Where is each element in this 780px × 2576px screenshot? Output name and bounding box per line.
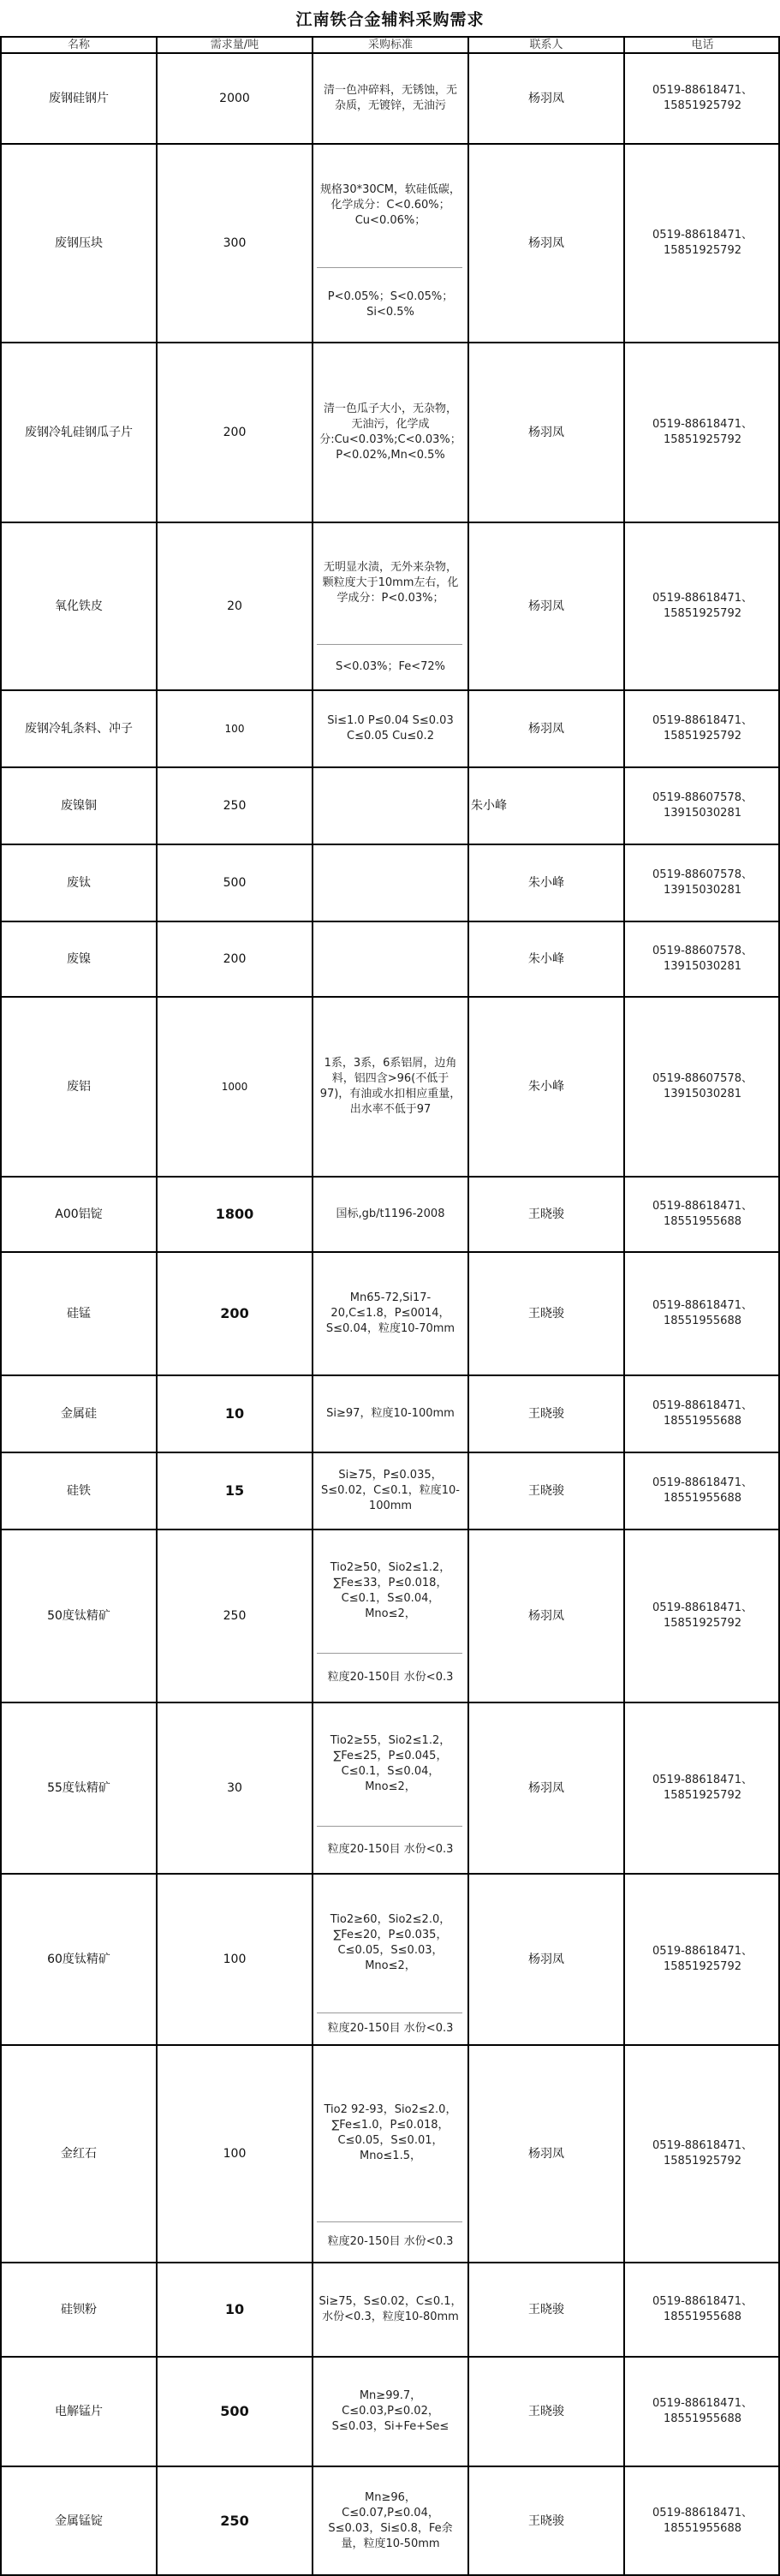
row-name: 55度钛精矿 — [47, 1781, 110, 1795]
standard-split-line — [317, 1826, 462, 1827]
header-qty: 需求量/吨 — [210, 39, 259, 51]
row-name: 硅铁 — [67, 1484, 91, 1498]
row-name: 废钢压块 — [55, 236, 103, 250]
row-contact: 杨羽凤 — [528, 2147, 564, 2161]
row-phone: 0519-88607578、13915030281 — [652, 791, 753, 820]
row-name: 废钛 — [67, 876, 91, 890]
row-contact: 王晓骏 — [528, 1208, 564, 1221]
header-contact: 联系人 — [529, 39, 563, 51]
row-phone: 0519-88618471、15851925792 — [652, 418, 753, 446]
row-phone: 0519-88618471、18551955688 — [652, 2397, 753, 2425]
row-standard: Si≥97，粒度10-100mm — [326, 1407, 455, 1420]
row-name: 废钢冷轧硅钢瓜子片 — [25, 426, 133, 439]
row-name: 50度钛精矿 — [47, 1609, 110, 1623]
row-quantity: 250 — [223, 799, 247, 813]
row-phone: 0519-88618471、15851925792 — [652, 1601, 753, 1630]
row-quantity: 100 — [223, 2147, 247, 2161]
row-standard: 国标,gb/t1196-2008 — [336, 1208, 445, 1220]
row-standard: Mn≥99.7，C≤0.03,P≤0.02，S≤0.03，Si+Fe+Se≤ — [331, 2389, 450, 2433]
column-divider — [0, 38, 2, 2575]
row-standard: Tio2≥50，Sio2≤1.2，∑Fe≤33，P≤0.018，C≤0.1，S≤0.04，Mno≤2， — [330, 1561, 451, 1620]
row-quantity: 200 — [223, 952, 247, 966]
header-name: 名称 — [67, 39, 90, 51]
row-contact: 杨羽凤 — [528, 426, 564, 439]
row-contact: 朱小峰 — [528, 876, 564, 890]
row-contact: 杨羽凤 — [528, 722, 564, 736]
row-quantity: 20 — [227, 599, 242, 613]
row-contact: 朱小峰 — [471, 799, 507, 813]
row-quantity: 10 — [224, 2301, 245, 2317]
row-phone: 0519-88618471、15851925792 — [652, 229, 753, 257]
row-phone: 0519-88607578、13915030281 — [652, 945, 753, 973]
standard-split-line — [317, 644, 462, 645]
row-standard: 1系，3系，6系铝屑，边角料，铝四含>96(不低于97)，有油或水扣相应重量，出水率不低于97 — [319, 1057, 461, 1116]
row-standard-empty — [313, 921, 467, 997]
row-phone: 0519-88618471、15851925792 — [652, 592, 753, 620]
row-phone: 0519-88618471、15851925792 — [652, 714, 753, 742]
row-quantity: 1000 — [221, 1081, 248, 1093]
row-name: 金属硅 — [61, 1407, 97, 1421]
row-standard: 规格30*30CM，软硅低碳，化学成分：C<0.60%；Cu<0.06%； — [320, 183, 461, 227]
row-standard: Tio2≥60，Sio2≤2.0，∑Fe≤20，P≤0.035，C≤0.05，S≤0.03，Mno≤2， — [330, 1913, 451, 1972]
row-contact: 朱小峰 — [528, 952, 564, 966]
row-standard-extra: P<0.05%；S<0.05%；Si<0.5% — [327, 290, 454, 319]
standard-split-line — [317, 1653, 462, 1654]
standard-split-line — [317, 2221, 462, 2222]
row-contact: 王晓骏 — [528, 1307, 564, 1321]
row-contact: 王晓骏 — [528, 1484, 564, 1498]
row-phone: 0519-88607578、13915030281 — [652, 868, 753, 897]
row-name: 废镍 — [67, 952, 91, 966]
standard-split-line — [317, 267, 462, 268]
row-quantity: 250 — [220, 2512, 249, 2529]
row-quantity: 15 — [224, 1482, 245, 1499]
row-phone: 0519-88618471、18551955688 — [652, 1476, 753, 1505]
row-standard: 清一色冲碎料，无锈蚀，无杂质，无镀锌，无油污 — [323, 84, 457, 112]
row-name: 硅钡粉 — [61, 2303, 97, 2317]
row-name: 硅锰 — [67, 1307, 91, 1321]
row-quantity: 1800 — [215, 1206, 254, 1222]
row-quantity: 300 — [223, 236, 247, 250]
row-contact: 王晓骏 — [528, 2513, 564, 2528]
row-quantity: 10 — [224, 1405, 245, 1422]
row-phone: 0519-88618471、15851925792 — [652, 84, 753, 112]
row-standard-extra: 粒度20-150目 水份<0.3 — [327, 1843, 454, 1856]
row-quantity: 200 — [223, 426, 247, 439]
row-contact: 杨羽凤 — [528, 1609, 564, 1623]
row-contact: 朱小峰 — [528, 1080, 564, 1094]
column-divider — [156, 38, 158, 2575]
row-name: 60度钛精矿 — [47, 1953, 110, 1966]
row-standard-empty — [313, 844, 467, 921]
row-contact: 杨羽凤 — [528, 1781, 564, 1795]
row-standard-extra: 粒度20-150目 水份<0.3 — [327, 1671, 454, 1684]
row-standard: Mn≥96，C≤0.07,P≤0.04，S≤0.03，Si≤0.8，Fe余量，粒度10-50mm — [328, 2490, 453, 2550]
row-name: 废钢冷轧条料、冲子 — [25, 722, 133, 736]
row-quantity: 250 — [223, 1609, 247, 1623]
row-standard: Mn65-72,Si17-20,C≤1.8，P≤0014，S≤0.04，粒度10-70mm — [325, 1291, 455, 1335]
row-contact: 杨羽凤 — [528, 92, 564, 105]
row-standard: Si≤1.0 P≤0.04 S≤0.03 C≤0.05 Cu≤0.2 — [327, 714, 454, 742]
row-name: A00铝锭 — [55, 1208, 103, 1221]
row-standard: Si≥75，S≤0.02，C≤0.1，水份<0.3，粒度10-80mm — [319, 2295, 462, 2323]
row-phone: 0519-88618471、15851925792 — [652, 2139, 753, 2168]
row-contact: 王晓骏 — [528, 1407, 564, 1421]
row-contact: 王晓骏 — [528, 2405, 564, 2418]
row-phone: 0519-88618471、18551955688 — [652, 1399, 753, 1428]
row-quantity: 30 — [227, 1781, 242, 1795]
header-phone: 电话 — [691, 39, 714, 51]
row-phone: 0519-88607578、13915030281 — [652, 1072, 753, 1100]
row-contact: 杨羽凤 — [528, 236, 564, 250]
row-phone: 0519-88618471、18551955688 — [652, 1200, 753, 1228]
row-standard: Tio2 92-93，Sio2≤2.0，∑Fe≤1.0，P≤0.018，C≤0.05，S≤0.01，Mno≤1.5， — [324, 2103, 457, 2162]
row-phone: 0519-88618471、15851925792 — [652, 1774, 753, 1802]
row-contact: 王晓骏 — [528, 2303, 564, 2317]
row-standard-extra: 粒度20-150目 水份<0.3 — [327, 2235, 454, 2248]
row-name: 氧化铁皮 — [55, 599, 103, 613]
row-quantity: 500 — [220, 2403, 249, 2419]
row-contact: 杨羽凤 — [528, 1953, 564, 1966]
row-phone: 0519-88618471、15851925792 — [652, 1945, 753, 1973]
row-standard-extra: 粒度20-150目 水份<0.3 — [327, 2022, 454, 2035]
column-divider — [312, 38, 313, 2575]
row-phone: 0519-88618471、18551955688 — [652, 1299, 753, 1327]
row-standard: 清一色瓜子大小，无杂物，无油污，化学成分:Cu<0.03%;C<0.03%；P<0.02%,Mn<0.5% — [319, 402, 461, 462]
row-name: 废钢硅钢片 — [49, 92, 109, 105]
row-quantity: 200 — [220, 1305, 249, 1321]
row-standard: Tio2≥55，Sio2≤1.2，∑Fe≤25，P≤0.045，C≤0.1，S≤0.04，Mno≤2， — [330, 1734, 451, 1793]
row-standard: 无明显水渍，无外来杂物，颗粒度大于10mm左右，化学成分：P<0.03%； — [322, 561, 459, 605]
row-quantity: 100 — [224, 723, 245, 735]
standard-split-line — [317, 2012, 462, 2013]
sheet-title: 江南铁合金辅料采购需求 — [0, 0, 780, 38]
row-quantity: 2000 — [219, 92, 250, 105]
row-quantity: 500 — [223, 876, 247, 890]
row-name: 金红石 — [61, 2147, 97, 2161]
row-phone: 0519-88618471、18551955688 — [652, 2295, 753, 2323]
row-name: 废镍铜 — [61, 799, 97, 813]
row-name: 电解锰片 — [55, 2405, 103, 2418]
row-name: 金属锰锭 — [55, 2513, 103, 2528]
header-standard: 采购标准 — [367, 39, 413, 51]
column-divider — [623, 38, 625, 2575]
row-name: 废铝 — [67, 1080, 91, 1094]
row-contact: 杨羽凤 — [528, 599, 564, 613]
row-quantity: 100 — [223, 1953, 247, 1966]
row-standard-empty — [313, 767, 467, 844]
row-phone: 0519-88618471、18551955688 — [652, 2506, 753, 2535]
row-standard: Si≥75，P≤0.035，S≤0.02，C≤0.1，粒度10-100mm — [321, 1469, 460, 1512]
row-standard-extra: S<0.03%；Fe<72% — [336, 660, 445, 673]
column-divider — [467, 38, 469, 2575]
